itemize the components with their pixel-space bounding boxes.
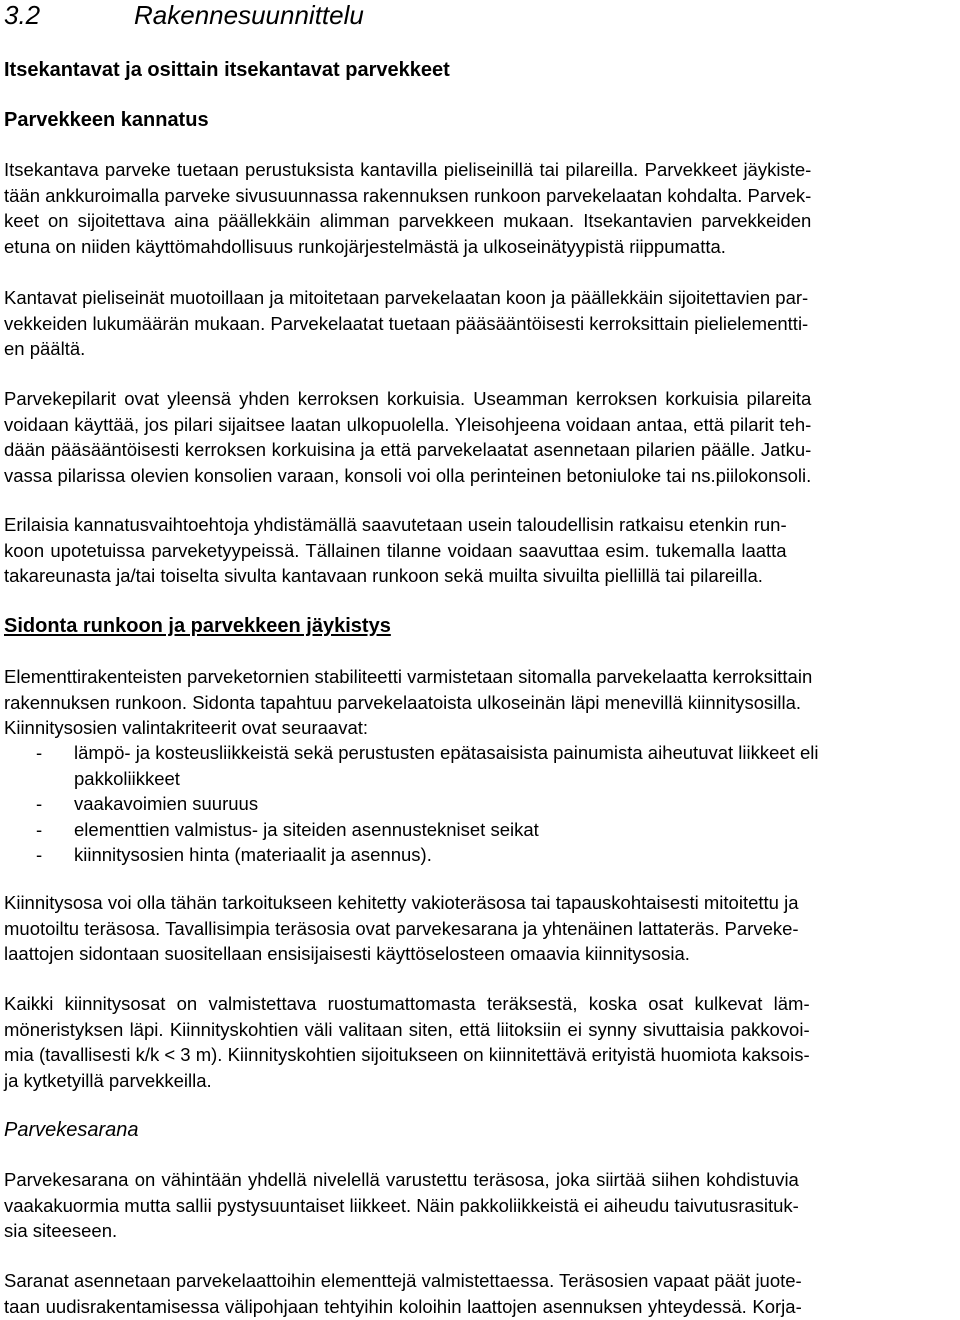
list-item: [4, 842, 819, 868]
paragraph-line: mia (tavallisesti k/k < 3 m). Kiinnityskohtien sijoitukseen on kiinnitettävä erityistä huomiota kaksois-: [4, 1044, 810, 1065]
paragraph-line: Parvekepilarit ovat yleensä yhden kerroksen korkuisia. Useamman kerroksen korkuisia pilareita: [4, 388, 812, 409]
paragraph-line: möneristyksen läpi. Kiinnityskohtien väli valitaan siten, että liitoksiin ei synny sivuttaisia pakkovoi-: [4, 1018, 810, 1040]
paragraph-line: vekkeiden lukumäärän mukaan. Parvekelaatat tuetaan pääsääntöisesti kerroksittain pielielementti-: [4, 312, 809, 334]
heading-frame-tie-and-bracing: Sidonta runkoon ja parvekkeen jäykistys: [4, 615, 391, 637]
section-number: 3.2: [4, 0, 41, 30]
paragraph-line: Erilaisia kannatusvaihtoehtoja yhdistämällä saavutetaan usein taloudellisin ratkaisu etenkin run-: [4, 514, 787, 535]
paragraph-4: [4, 512, 787, 589]
paragraph-7: [4, 991, 810, 1093]
list-dash: -: [36, 818, 43, 840]
list-dash: -: [36, 844, 43, 865]
paragraph-line: sia siteeseen.: [4, 1220, 118, 1241]
paragraph-line: Itsekantava parveke tuetaan perustuksista kantavilla pieliseinillä tai pilareilla. Parvekkeet jäykiste-: [4, 159, 812, 180]
paragraph-line: en päältä.: [4, 338, 86, 359]
section-heading: [4, 0, 364, 30]
paragraph-line: taan uudisrakentamisessa välipohjaan tehtyihin koloihin laattojen asennuksen yhteydessä. Korja-: [4, 1295, 802, 1317]
paragraph-line: Kiinnitysosien valintakriteerit ovat seuraavat:: [4, 717, 369, 738]
paragraph-line: takareunasta ja/tai toiselta sivulta kantavaan runkoon sekä muilta sivuilta piellillä tai pilareilla.: [4, 565, 763, 586]
list-item-line: lämpö- ja kosteusliikkeistä sekä perustusten epätasaisista painumista aiheutuvat liikkeet eli: [74, 742, 819, 763]
paragraph-line: voidaan käyttää, jos pilari sijaitsee laatan ulkopuolella. Yleisohjeena voidaan antaa, että pilarit teh-: [4, 413, 812, 435]
paragraph-line: tään ankkuroimalla parveke sivusuunnassa rakennuksen runkoon parvekelaatan kohdalta. Parvek-: [4, 184, 812, 206]
list-item-line: elementtien valmistus- ja siteiden asennustekniset seikat: [74, 818, 539, 840]
paragraph-2: [4, 285, 808, 362]
list-item-line: pakkoliikkeet: [74, 767, 180, 789]
paragraph-line: rakennuksen runkoon. Sidonta tapahtuu parvekelaatoista ulkoseinän läpi menevillä kiinnitysosilla.: [4, 691, 802, 713]
paragraph-3: [4, 386, 811, 488]
paragraph-line: keet on sijoitettava aina päällekkäin alimman parvekkeen mukaan. Itsekantavien parvekkeiden: [4, 210, 812, 231]
paragraph-line: Kaikki kiinnitysosat on valmistettava ruostumattomasta teräksestä, koska osat kulkevat läm-: [4, 993, 810, 1014]
paragraph-line: vassa pilarissa olevien konsolien varaan, konsoli voi olla perinteinen betoniuloke tai ns.piilokonsoli.: [4, 464, 812, 486]
paragraph-line: ja kytketyillä parvekkeilla.: [4, 1069, 212, 1091]
paragraph-line: Kantavat pieliseinät muotoillaan ja mitoitetaan parvekelaatan koon ja päällekkäin sijoitettavien par-: [4, 287, 809, 308]
paragraph-8: [4, 1167, 799, 1244]
heading-balcony-hinge: Parvekesarana: [4, 1119, 139, 1141]
list-item-line: kiinnitysosien hinta (materiaalit ja asennus).: [74, 844, 432, 865]
paragraph-9: [4, 1268, 802, 1319]
criteria-list: [4, 740, 819, 868]
list-item-line: vaakavoimien suuruus: [74, 793, 259, 814]
paragraph-line: Kiinnitysosa voi olla tähän tarkoitukseen kehitetty vakioteräsosa tai tapauskohtaisesti mitoitettu ja: [4, 892, 799, 913]
paragraph-line: etuna on niiden käyttömahdollisuus runkojärjestelmästä ja ulkoseinätyypistä riippumatta.: [4, 235, 726, 257]
paragraph-6: [4, 890, 799, 967]
paragraph-line: muotoiltu teräsosa. Tavallisimpia teräsosia ovat parvekesarana ja yhtenäinen lattateräs. Parveke-: [4, 917, 799, 939]
list-item: [4, 817, 819, 843]
paragraph-line: Saranat asennetaan parvekelaattoihin elementtejä valmistettaessa. Teräsosien vapaat päät juote-: [4, 1270, 802, 1291]
paragraph-line: laattojen sidontaan suositellaan ensisijaisesti käyttöselosteen omaavia kiinnitysosia.: [4, 943, 690, 964]
list-dash: -: [36, 742, 43, 763]
heading-balcony-support: Parvekkeen kannatus: [4, 109, 209, 131]
paragraph-line: dään pääsääntöisesti kerroksen korkuisina ja että parvekelaatat asennetaan pilarien päälle. Jatku-: [4, 439, 812, 460]
paragraph-line: Parvekesarana on vähintään yhdellä nivelellä varustettu teräsosa, joka siirtää siihen kohdistuvia: [4, 1169, 799, 1190]
list-item: [4, 740, 819, 791]
paragraph-line: Elementtirakenteisten parveketornien stabiliteetti varmistetaan sitomalla parvekelaatta kerroksittain: [4, 666, 813, 687]
section-title: Rakennesuunnittelu: [134, 0, 364, 30]
paragraph-line: koon upotetuissa parveketyypeissä. Tällainen tilanne voidaan saavuttaa esim. tukemalla laatta: [4, 539, 787, 561]
paragraph-1: [4, 157, 811, 259]
list-item: [4, 791, 819, 817]
list-dash: -: [36, 793, 43, 814]
paragraph-line: vaakakuormia mutta sallii pystysuuntaiset liikkeet. Näin pakkoliikkeistä ei aiheudu taivutusrasituk-: [4, 1194, 799, 1216]
heading-self-supporting-balconies: Itsekantavat ja osittain itsekantavat parvekkeet: [4, 59, 450, 81]
paragraph-5: [4, 664, 812, 741]
